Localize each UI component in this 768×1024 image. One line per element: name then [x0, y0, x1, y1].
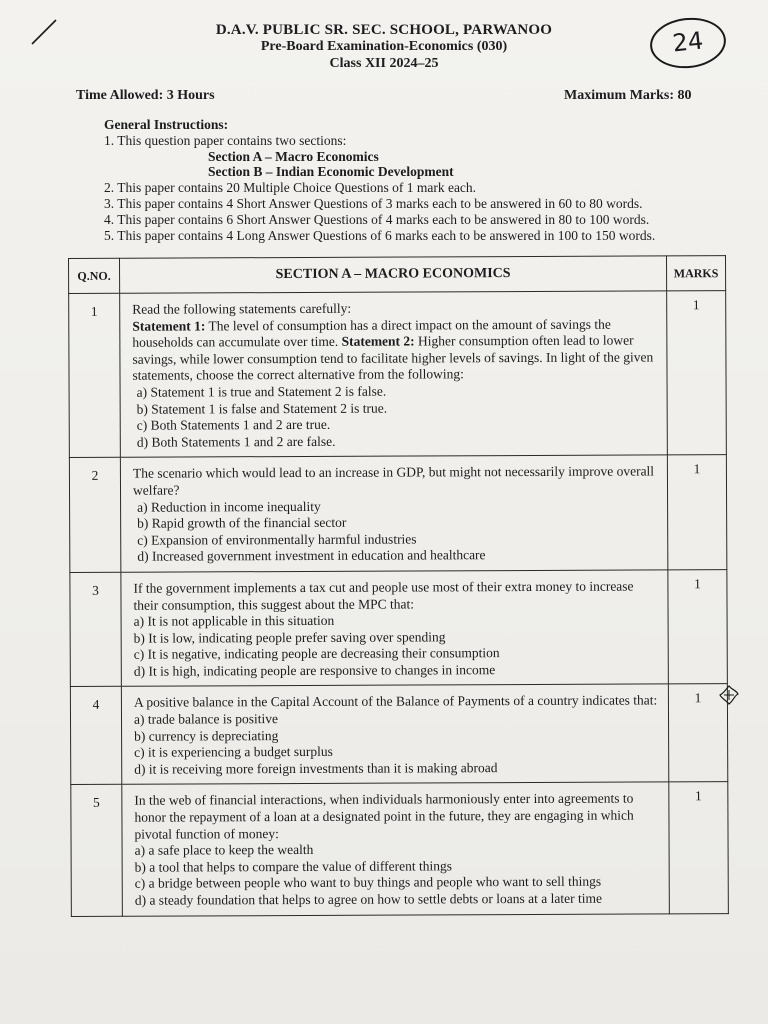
option-b: b) a tool that helps to compare the value of different things [134, 858, 452, 875]
question-intro: Read the following statements carefully: [132, 300, 352, 317]
option-a: a) Reduction in income inequality [137, 498, 321, 515]
questions-table [68, 255, 729, 916]
table-row [69, 291, 727, 458]
question-stem: If the government implements a tax cut and people use most of their extra money to increase their consumption, this suggest about the MPC that: [133, 578, 634, 613]
table-header-row [69, 256, 726, 294]
pen-doodle-mark [718, 684, 740, 706]
question-number: 3 [70, 572, 121, 687]
table-row [70, 684, 727, 785]
option-c: c) Expansion of environmentally harmful industries [137, 531, 417, 548]
option-c: c) It is negative, indicating people are decreasing their consumption [133, 645, 500, 662]
statement-1-text: The level of consumption has a direct impact on the amount of savings the households can accumulate over time. [132, 316, 611, 350]
option-c: c) a bridge between people who want to buy things and people who want to sell things [134, 874, 602, 892]
question-text [121, 684, 668, 784]
question-number: 2 [69, 458, 120, 573]
table-row [69, 455, 726, 572]
question-stem: In the web of financial interactions, when individuals harmoniously enter into agreements to honor the repayment of a loan at a designated point in the future, they are engaging in which pivotal function of money: [134, 790, 634, 842]
circled-score: 24 [648, 14, 729, 72]
question-number: 4 [70, 687, 121, 785]
instruction-5: 5. This paper contains 4 Long Answer Questions of 6 marks each to be answered in 100 to 150 words. [104, 227, 656, 243]
instruction-3: 3. This paper contains 4 Short Answer Questions of 3 marks each to be answered in 60 to 80 words. [104, 195, 643, 211]
statement-2-label: Statement 2: [341, 333, 415, 349]
time-allowed: Time Allowed: 3 Hours [76, 88, 215, 103]
question-stem: A positive balance in the Capital Account of the Balance of Payments of a country indicates that: [133, 692, 658, 711]
option-d: d) a steady foundation that helps to agree on how to settle debts or loans at a later time [134, 890, 602, 908]
option-b: b) currency is depreciating [134, 727, 279, 744]
table-row [71, 782, 729, 916]
option-d: d) it is receiving more foreign investments than it is making abroad [134, 759, 498, 777]
statement-2-text: Higher consumption often lead to lower savings, while lower consumption tend to facilitate higher levels of savings. In light of the given statements, choose the correct alternative from the following: [132, 332, 654, 384]
question-stem: The scenario which would lead to an increase in GDP, but might not necessarily improve overall welfare? [132, 463, 655, 498]
section-b-label: Section B – Indian Economic Development [208, 164, 454, 180]
option-d: d) It is high, indicating people are responsive to changes in income [133, 662, 496, 679]
option-a: a) trade balance is positive [133, 711, 278, 727]
instruction-1: 1. This question paper contains two sections: [104, 132, 347, 148]
question-marks: 1 [669, 782, 729, 913]
option-b: b) It is low, indicating people prefer saving over spending [133, 629, 446, 646]
general-instructions [104, 117, 724, 243]
question-text [122, 782, 670, 916]
option-d: d) Increased government investment in education and healthcare [137, 547, 486, 565]
question-marks: 1 [667, 455, 726, 570]
option-a: a) It is not applicable in this situation [133, 612, 335, 629]
question-marks: 1 [667, 291, 727, 456]
option-b: b) Rapid growth of the financial sector [137, 514, 347, 531]
option-c: c) it is experiencing a budget surplus [134, 744, 333, 760]
option-b: b) Statement 1 is false and Statement 2 is true. [136, 400, 388, 417]
question-marks: 1 [668, 570, 727, 685]
section-a-label: Section A – Macro Economics [208, 148, 379, 164]
question-marks: 1 [668, 684, 727, 782]
option-a: a) Statement 1 is true and Statement 2 is false. [136, 383, 387, 400]
qno-header: Q.NO. [69, 258, 120, 293]
question-text [121, 570, 668, 687]
school-name: D.A.V. PUBLIC SR. SEC. SCHOOL, PARWANOO [215, 22, 553, 38]
option-a: a) a safe place to keep the wealth [134, 842, 314, 858]
statement-1-label: Statement 1: [132, 317, 206, 334]
question-text [120, 455, 667, 572]
question-statements [132, 316, 658, 385]
option-c: c) Both Statements 1 and 2 are true. [136, 417, 331, 433]
table-row [70, 570, 727, 687]
exam-title: Pre-Board Examination-Economics (030) [260, 39, 508, 54]
class-line: Class XII 2024–25 [329, 56, 439, 71]
instruction-4: 4. This paper contains 6 Short Answer Questions of 4 marks each to be answered in 80 to 100 words. [104, 211, 650, 227]
question-text [120, 291, 668, 458]
question-number: 1 [69, 293, 121, 458]
section-header: SECTION A – MACRO ECONOMICS [120, 256, 667, 293]
instructions-heading: General Instructions: [104, 117, 229, 132]
marks-header: MARKS [666, 256, 725, 291]
question-number: 5 [71, 785, 123, 916]
instruction-2: 2. This paper contains 20 Multiple Choice Questions of 1 mark each. [104, 180, 477, 196]
maximum-marks: Maximum Marks: 80 [564, 88, 692, 103]
option-d: d) Both Statements 1 and 2 are false. [136, 433, 336, 450]
